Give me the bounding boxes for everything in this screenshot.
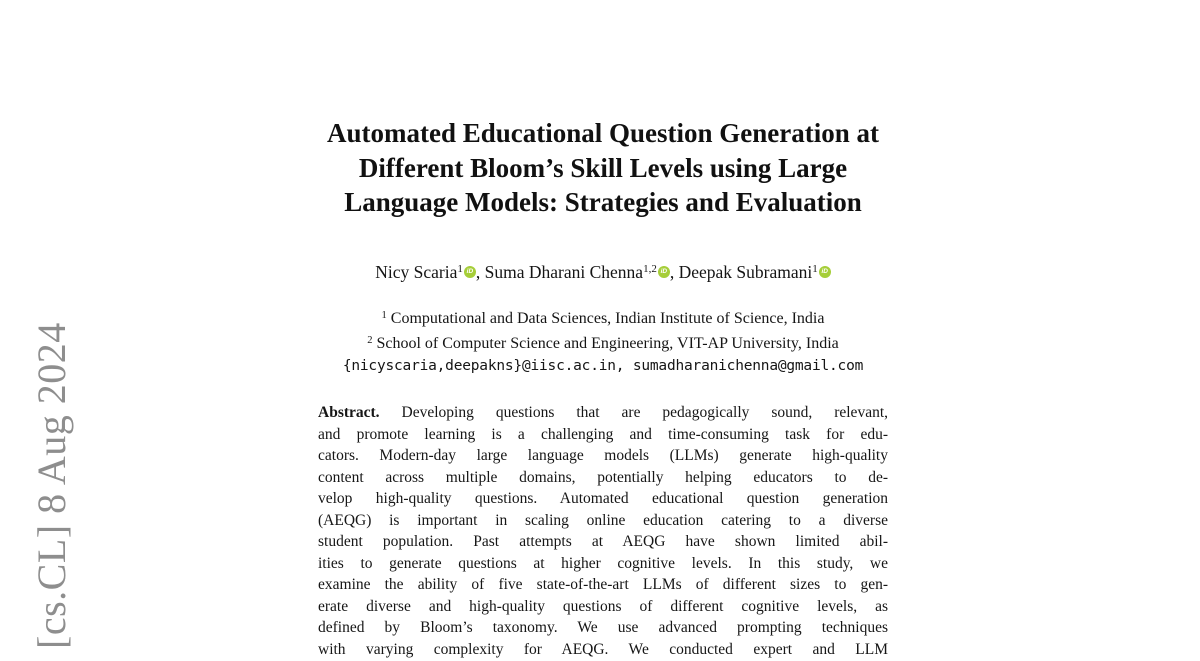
orcid-icon[interactable]: iD (819, 266, 831, 278)
abstract-line: velop high-quality questions. Automated educational question generation (318, 490, 888, 508)
affiliation-sup: 1 (381, 310, 387, 321)
author-emails: {nicyscaria,deepakns}@iisc.ac.in, sumadharanichenna@gmail.com (342, 358, 864, 374)
abstract-line: defined by Bloom’s taxonomy. We use advanced prompting techniques (318, 619, 888, 637)
abstract-line: cators. Modern-day large language models (LLMs) generate high-quality (318, 447, 888, 465)
author-affiliation-sup: 1 (457, 263, 463, 275)
orcid-icon[interactable]: iD (464, 266, 476, 278)
authors-line (303, 262, 903, 283)
author-separator: , (669, 262, 679, 282)
abstract-line: and promote learning is a challenging and time-consuming task for edu- (318, 425, 888, 443)
author-affiliation-sup: 1 (812, 263, 818, 275)
abstract-line: erate diverse and high-quality questions of different cognitive levels, as (318, 597, 888, 615)
abstract-line: examine the ability of five state-of-the-art LLMs of different sizes to gen- (318, 576, 888, 594)
abstract-line: ities to generate questions at higher cognitive levels. In this study, we (318, 554, 888, 572)
abstract-heading: Abstract. (318, 404, 380, 421)
affiliation-1 (303, 305, 903, 330)
affiliation-text: School of Computer Science and Engineering, VIT-AP University, India (376, 335, 839, 352)
paper-title (303, 116, 903, 220)
title-line-2: Different Bloom’s Skill Levels using Large (358, 152, 848, 183)
abstract-line: with varying complexity for AEQG. We conducted expert and LLM (318, 641, 888, 659)
arxiv-stamp: [cs.CL] 8 Aug 2024 (29, 322, 74, 649)
affiliation-2 (303, 330, 903, 355)
title-line-3: Language Models: Strategies and Evaluation (344, 187, 862, 217)
affiliation-sup: 2 (367, 335, 373, 346)
author-name: Deepak Subramani (678, 262, 813, 282)
abstract-line (318, 402, 888, 424)
affiliation-text: Computational and Data Sciences, Indian Institute of Science, India (390, 310, 825, 327)
title-line-1: Automated Educational Question Generation at (326, 118, 879, 148)
abstract-line: (AEQG) is important in scaling online education catering to a diverse (318, 511, 888, 529)
author-name: Suma Dharani Chenna (484, 262, 644, 282)
abstract-line: student population. Past attempts at AEQG have shown limited abil- (318, 533, 888, 551)
author-separator: , (475, 262, 485, 282)
abstract-block (318, 402, 888, 661)
author-affiliation-sup: 1,2 (643, 263, 657, 275)
author-name: Nicy Scaria (375, 262, 458, 282)
orcid-icon[interactable]: iD (658, 266, 670, 278)
abstract-line: content across multiple domains, potentially helping educators to de- (318, 468, 888, 486)
abstract-text: Developing questions that are pedagogically sound, relevant, (401, 404, 888, 421)
affiliations-block (303, 305, 903, 377)
